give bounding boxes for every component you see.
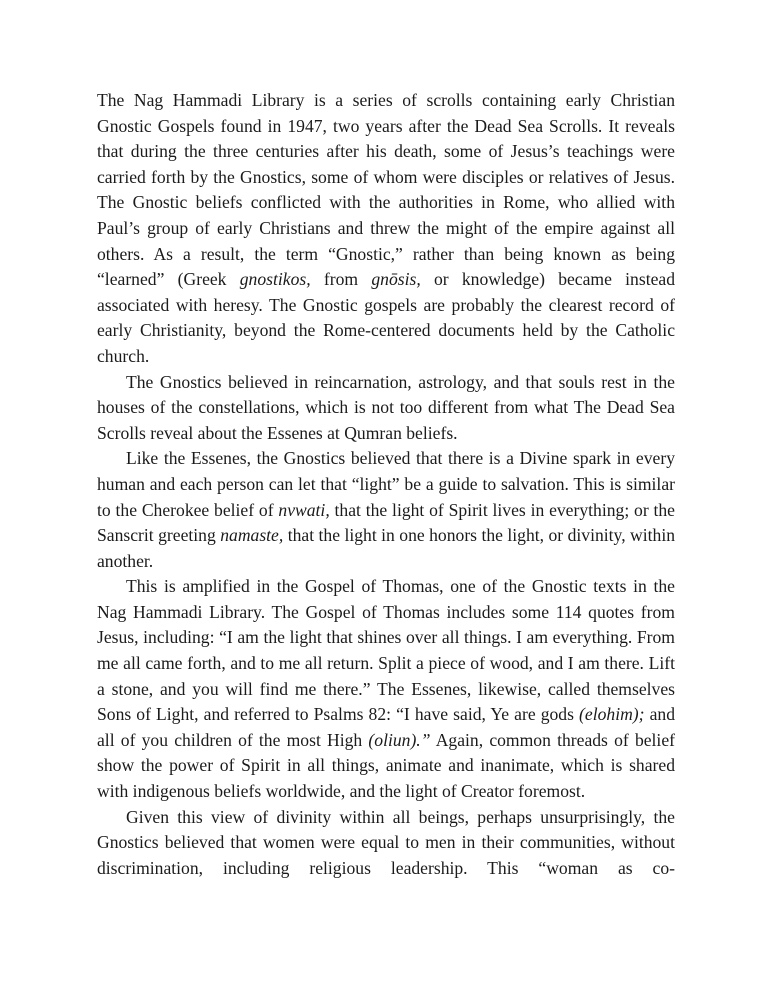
- text-segment: and all of you children of the most High: [97, 704, 675, 750]
- text-segment-italic: namaste,: [220, 525, 284, 546]
- text-segment-italic: gnostikos,: [239, 269, 311, 290]
- text-segment-italic: (elohim);: [579, 704, 645, 725]
- paragraph-gospel-of-thomas: [97, 574, 675, 804]
- text-segment: This is amplified in the Gospel of Thomas, one of the Gnostic texts in the Nag Hammadi Library. The Gospel of Thomas includes some 114 quotes from Jesus, including: “I am the light that shines over all things. I am everything. From me all came forth, and to me all return. Split a piece of wood, and I am there. Lift a stone, and you will find me there.” The Essenes, likewise, called themselves Sons of Light, and referred to Psalms 82: “I have said, Ye are gods: [97, 576, 675, 725]
- text-segment: that the light of Spirit lives in everything; or the Sanscrit greeting: [97, 499, 675, 546]
- paragraph-divine-spark: [97, 446, 675, 574]
- paragraph-women-equality: [97, 805, 675, 882]
- paragraph-reincarnation: [97, 370, 675, 447]
- paragraph-nag-hammadi: [97, 88, 675, 370]
- text-segment: that the light in one honors the light, or divinity, within another.: [97, 525, 676, 571]
- text-segment-italic: nvwati,: [278, 499, 330, 520]
- text-segment-italic: (oliun).”: [368, 729, 431, 750]
- text-segment: Given this view of divinity within all beings, perhaps unsurprisingly, the Gnostics believed that women were equal to men in their communities, without discrimination, including religious leadership. This “woman as co-: [97, 806, 675, 878]
- text-segment: or knowledge) became instead associated with heresy. The Gnostic gospels are probably the clearest record of early Christianity, beyond the Rome-centered documents held by the Catholic church.: [97, 269, 676, 366]
- text-segment: from: [310, 269, 372, 290]
- text-segment: The Nag Hammadi Library is a series of scrolls containing early Christian Gnostic Gospels found in 1947, two years after the Dead Sea Scrolls. It reveals that during the three centuries after his death, some of Jesus’s teachings were carried forth by the Gnostics, some of whom were disciples or relatives of Jesus. The Gnostic beliefs conflicted with the authorities in Rome, who allied with Paul’s group of early Christians and threw the might of the empire against all others. As a result, the term “Gnostic,” rather than being known as being “learned” (Greek: [97, 90, 675, 290]
- text-segment: Again, common threads of belief show the power of Spirit in all things, animate and inanimate, which is shared with indigenous beliefs worldwide, and the light of Creator foremost.: [97, 729, 675, 802]
- text-segment-italic: gnōsis,: [371, 269, 421, 290]
- text-segment: The Gnostics believed in reincarnation, astrology, and that souls rest in the houses of the constellations, which is not too different from what The Dead Sea Scrolls reveal about the Essenes at Qumran beliefs.: [97, 371, 675, 443]
- text-segment: Like the Essenes, the Gnostics believed that there is a Divine spark in every human and each person can let that “light” be a guide to salvation. This is similar to the Cherokee belief of: [97, 448, 675, 520]
- page-body: [97, 88, 675, 881]
